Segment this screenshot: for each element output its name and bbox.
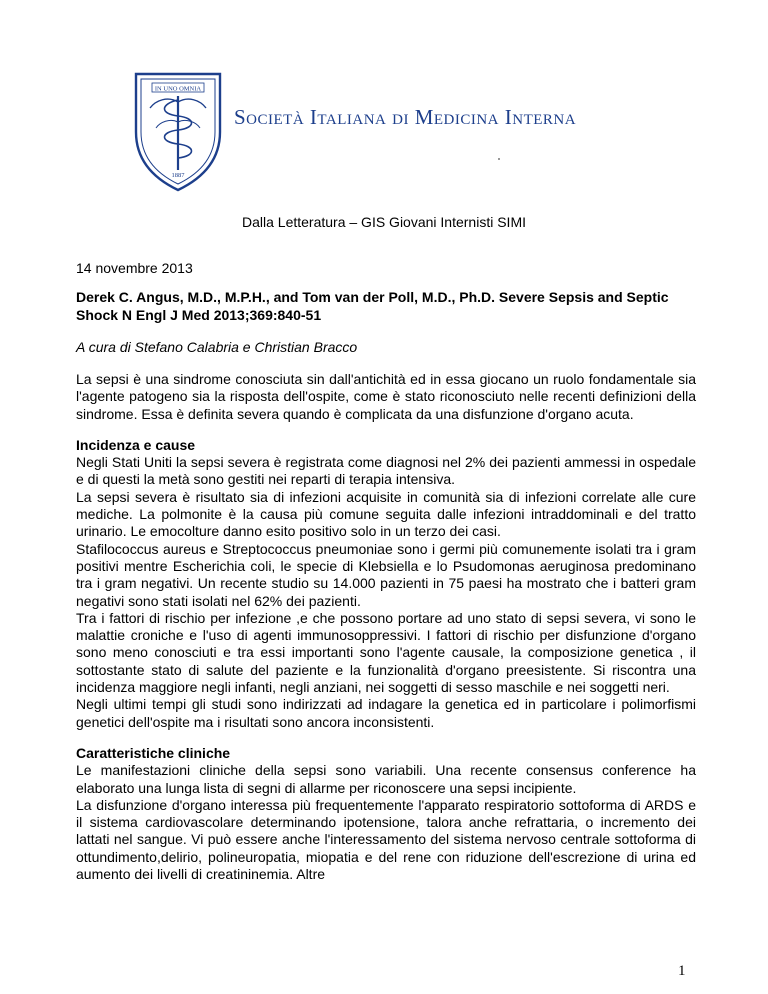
article-reference: Derek C. Angus, M.D., M.P.H., and Tom van der Poll, M.D., Ph.D. Severe Sepsis and Septic Shock N Engl J Med 2013;369:840-51 — [76, 289, 669, 323]
simi-crest-logo — [130, 70, 226, 194]
section-heading-caratteristiche: Caratteristiche cliniche — [76, 744, 231, 761]
section-incidenza-text — [76, 454, 696, 731]
page-number: 1 — [678, 963, 686, 979]
document-date: 14 novembre 2013 — [76, 260, 193, 276]
society-name: Società Italiana di Medicina Interna — [234, 105, 577, 129]
svg-text:IN UNO OMNIA: IN UNO OMNIA — [154, 85, 202, 93]
paragraph: La sepsi severa è risultato sia di infezioni acquisite in comunità sia di infezioni correlate alle cure mediche. La polmonite è la causa più comune seguita dalle infezioni intraddominali e del tratto urinario. Le emocolture danno esito positivo solo in un terzo dei casi. — [76, 488, 696, 540]
svg-text:1887: 1887 — [171, 172, 185, 179]
paragraph: Negli ultimi tempi gli studi sono indirizzati ad indagare la genetica ed in particolare i polimorfismi genetici dell'ospite ma i risultati sono ancora inconsistenti. — [76, 696, 696, 730]
article-body — [76, 371, 696, 897]
paragraph: La disfunzione d'organo interessa più frequentemente l'apparato respiratorio sottoforma di ARDS e il sistema cardiovascolare determinando ipotensione, talora anche refrattaria, o incremento dei lattati nel sangue. Vi può essere anche l'interessamento del sistema nervoso centrale sottoforma di ottundimento,delirio, polineuropatia, miopatia e del rene con riduzione dell'escrezione di urina ed aumento dei livelli di creatininemia. Altre — [76, 796, 696, 883]
decorative-dot — [498, 158, 500, 160]
paragraph: Negli Stati Uniti la sepsi severa è registrata come diagnosi nel 2% dei pazienti ammessi in ospedale e di questi la metà sono gestiti nei reparti di terapia intensiva. — [76, 454, 696, 488]
paragraph: Le manifestazioni cliniche della sepsi sono variabili. Una recente consensus conference ha elaborato una lunga lista di segni di allarme per riconoscere una sepsi incipiente. — [76, 762, 696, 796]
paragraph: Tra i fattori di rischio per infezione ,e che possono portare ad uno stato di sepsi severa, vi sono le malattie croniche e l'uso di agenti immunosoppressivi. I fattori di rischio per disfunzione d'organo sono meno conosciuti e tra essi importanti sono l'agente causale, la composizione genetica , il sottostante stato di salute del paziente e la funzionalità d'organo preesistente. Si riscontra una incidenza maggiore negli infanti, negli anziani, nei soggetti di sesso maschile e nei soggetti neri. — [76, 609, 696, 696]
curators-line: A cura di Stefano Calabria e Christian Bracco — [76, 339, 358, 355]
document-subtitle: Dalla Letteratura – GIS Giovani Internisti SIMI — [241, 214, 526, 230]
section-caratteristiche-text — [76, 762, 696, 883]
intro-paragraph: La sepsi è una sindrome conosciuta sin dall'antichità ed in essa giocano un ruolo fondamentale sia l'agente patogeno sia la risposta dell'ospite, come è stato riconosciuto nelle recenti definizioni della sindrome. Essa è definita severa quando è complicata da una disfunzione d'organo acuta. — [76, 371, 696, 422]
section-heading-incidenza: Incidenza e cause — [76, 436, 196, 453]
paragraph: Stafilococcus aureus e Streptococcus pneumoniae sono i germi più comunemente isolati tra i gram positivi mentre Escherichia coli, le specie di Klebsiella e lo Psudomonas aeruginosa predominano tra i gram negativi. Un recente studio su 14.000 pazienti in 75 paesi ha mostrato che i batteri gram negativi sono stati isolati nel 62% dei pazienti. — [76, 540, 696, 609]
